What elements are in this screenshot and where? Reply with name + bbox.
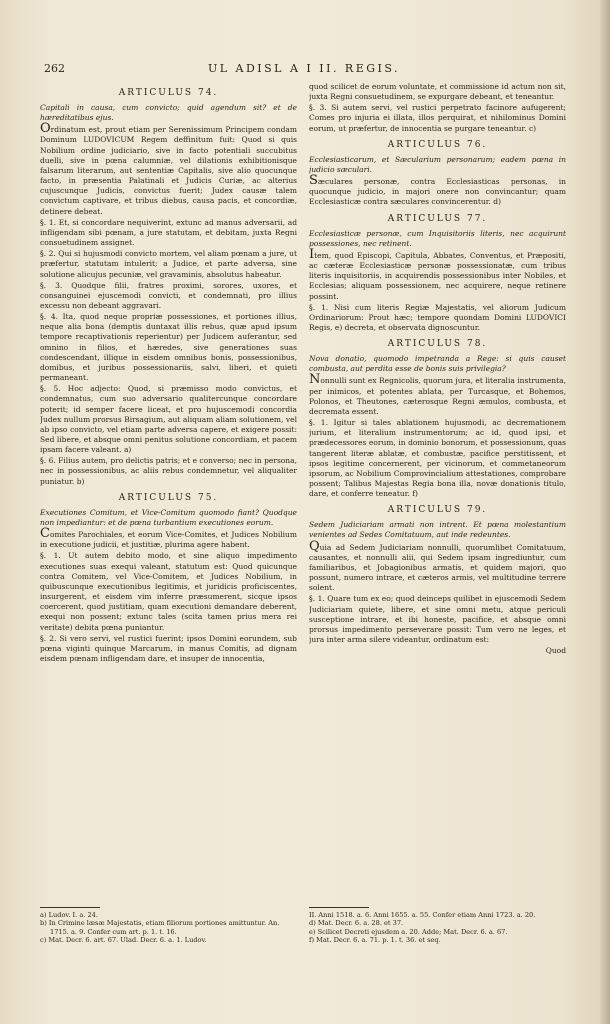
dropcap: I bbox=[309, 246, 315, 262]
right-footnotes bbox=[309, 911, 566, 1007]
article-75-heading: ARTICULUS 75. bbox=[118, 492, 219, 503]
continuation-paragraph: quod scilicet de eorum voluntate, et commissione id actum non sit, juxta Regni consuetudinem, se expurgare debeant, et teneantur. bbox=[309, 82, 566, 102]
footnote: a) Ludov. I. a. 24. bbox=[40, 911, 98, 919]
article-78-paragraph: §. 1. Igitur si tales ablationem hujusmodi, ac decremationem jurium, et literalium instrumentorum; ac id, quod ipsi, et prædecessores eorum, in dominio bonorum, et possessionum, quas tangerent literæ ablatæ, et combustæ, pacifice perstitissent, et ipsos legitime concernerent, per vicinorum, et commetaneorum ipsorum, ac Nobilium Comprovincialium attestationes, comprobare possent; Talibus Majestas Regia bona illa, novæ donationis titulo, dare, et conferre teneatur. f) bbox=[309, 418, 566, 499]
article-76-paragraph: Sæculares personæ, contra Ecclesiasticas personas, in quocunque judicio, in majori onere non convincantur; quam Ecclesiasticæ contra sæculares convincerentur. d) bbox=[309, 173, 566, 207]
footnote-rule bbox=[309, 907, 369, 908]
article-78-rubric: Nova donatio, quomodo impetranda a Rege: si quis causet combusta, aut perdita esse de bonis suis privilegia? bbox=[309, 354, 566, 374]
article-77-paragraph: §. 1. Nisi cum literis Regiæ Majestatis, vel aliorum Judicum Ordinariorum: Prout hæc; tempore quondam Domini LUDOVICI Regis, e) decreta, et observata dignoscuntur. bbox=[309, 302, 566, 332]
dropcap: S bbox=[309, 173, 318, 189]
article-75-rubric: Executiones Comitum, et Vice-Comitum quomodo fiant? Quodque non impediantur: et de pœna turbantium executiones eorum. bbox=[40, 507, 297, 527]
article-74-paragraph: §. 4. Ita, quod neque propriæ possessiones, et portiones illius, neque alia bona (demptis duntaxat illis rebus, quæ apud ipsum tempore recaptivationis reperientur) per Judicem auferantur, sed omnino in filios, et hæredes, sive generationes suas condescendant, illique in eisdem omnibus bonis, possessionibus, domibus, et juribus possessionariis, salvi, liberi, et quieti permaneant. bbox=[40, 312, 297, 383]
page-number: 262 bbox=[44, 62, 65, 75]
footnote: e) Scilicet Decreti ejusdem a. 20. Adde; Mat. Decr. 6. a. 67. bbox=[309, 927, 508, 936]
article-79-paragraph: Quia ad Sedem Judiciariam nonnulli, quorumlibet Comitatuum, causantes, et nonnulli alii, qui Sedem ipsam ingrediuntur, cum familiaribus, et Jobagionibus armatis, et quidem majori, quo possunt, numero intrare, et cæteros armis, vel multitudine terrere solent. bbox=[309, 538, 566, 593]
left-column bbox=[40, 82, 297, 908]
article-75-paragraph: §. 1. Ut autem debito modo, et sine aliquo impedimento executiones suas exequi valeant, statutum est: Quod quicunque contra Comitem, vel Vice-Comitem, et Judices Nobilium, in quibuscunque executionibus legitimis, et juridicis proficiscentes, insurgerent, et eisdem vim inferre præsumerent, sicque ipsos coercerent, quod justitiam, quam executioni demandare deberent, exequi non possent; extunc tales (scita tamen prius mera rei veritate) debita pœna puniantur. bbox=[40, 551, 297, 632]
article-74-paragraph: §. 1. Et, si concordare nequiverint, extunc ad manus adversarii, ad infligendam sibi pœnam, a jure statutam, et debitam, juxta Regni consuetudinem assignet. bbox=[40, 217, 297, 248]
footnote: d) Mat. Decr. 6. a. 28. et 37. bbox=[309, 919, 404, 928]
article-74-paragraph: §. 3. Quodque filii, fratres proximi, sorores, uxores, et consanguinei ejuscemodi convicti, et condemnati, pro illius excessu non debeant aggravari. bbox=[40, 280, 297, 310]
article-75-paragraph: Comites Parochiales, et eorum Vice-Comites, et Judices Nobilium in executione judicii, et justitiæ, plurima agere habent. bbox=[40, 526, 297, 550]
article-77-paragraph: Item, quod Episcopi, Capitula, Abbates, Conventus, et Præpositi, ac cæteræ Ecclesiasticæ personæ possessionatæ, cum tribus literis inquisitoriis, in acquirendis possessionibus inter Nobiles, et Ecclesias; aliquam possessionem, nec acquirere, neque retinere possint. bbox=[309, 246, 566, 301]
continuation-paragraph: §. 3. Si autem servi, vel rustici perpetrato facinore aufugerent; Comes pro injuria ei illata, illos perquirat, et nihilominus Domini eorum, ut præfertur, de innocentia se purgare teneantur. c) bbox=[309, 103, 566, 133]
dropcap: Q bbox=[309, 538, 320, 554]
article-74-paragraph: §. 2. Qui si hujusmodi convicto mortem, vel aliam pœnam a jure, ut præfertur, statutam intulerit; a Judice, et parte adversa, sine solutione alicujus pecuniæ, vel gravaminis, absolutus habeatur. bbox=[40, 249, 297, 279]
footnote: II. Anni 1518. a. 6. Anni 1655. a. 55. Confer etiam Anni 1723. a. 20. bbox=[309, 911, 536, 919]
article-75-paragraph: §. 2. Si vero servi, vel rustici fuerint; ipsos Domini eorundem, sub pœna viginti quinque Marcarum, in manus Comitis, ad dignam eisdem pœnam infligendam dare, et insuper de innocentia, bbox=[40, 633, 297, 663]
running-title: UL ADISL A I II. REGIS. bbox=[207, 62, 401, 75]
article-74-paragraph: Ordinatum est, prout etiam per Serenissimum Principem condam Dominum LUDOVICUM Regem deffinitum fuit: Quod si quis Nobilium ordine judiciario, sive in facto potentiali succubitus duelli, sive in pœna calumniæ, vel dilationis exhibitionisque falsarum literarum, aut sententiæ Capitalis, sive alio quocunque facto, in præsentia Palatinali et Judicis Curiæ, ac alterius cujuscunque Judicis, convictus fuerit; Judex causæ talem convictum captivare, et tribus diebus, causa pacis, et concordiæ, detinere debeat. bbox=[40, 121, 297, 216]
article-76-rubric: Ecclesiasticarum, et Sæcularium personarum; eadem pœna in judicio sæculari. bbox=[309, 154, 566, 174]
article-78-paragraph: Nonnulli sunt ex Regnicolis, quorum jura, et literalia instrumenta, per inimicos, et potentes ablata, per Turcasque, et Bohemos, Polonos, et Theutones, cæterosque Regni æmulos, combusta, et decremata essent. bbox=[309, 372, 566, 416]
article-79-heading: ARTICULUS 79. bbox=[387, 505, 488, 516]
footnote: f) Mat. Decr. 6. a. 71. p. 1. t. 36. et seq. bbox=[309, 935, 441, 944]
article-77-rubric: Ecclesiasticæ personæ, cum Inquisitoriis literis, nec acquirunt possessiones, nec retinent. bbox=[309, 228, 566, 248]
article-79-rubric: Sedem Judiciariam armati non intrent. Et pœna molestantium venientes ad Sedes Comitatuum, aut inde redeuntes. bbox=[309, 520, 566, 540]
right-column bbox=[309, 82, 566, 908]
article-74-paragraph: §. 5. Hoc adjecto: Quod, si præmisso modo convictus, et condemnatus, cum suo adversario qualitercunque concordare poterit; id semper facere liceat, et pro hujuscemodi concordia Judex nullum prorsus Birsagium, aut aliquam aliam solutionem, vel ab ipso convicto, vel etiam parte adversa capere, et exigere possit: Sed libere, et absque omni penitus solutione concordiam, et pacem ipsam facere valeant. a) bbox=[40, 384, 297, 455]
footnote: b) In Crimine læsæ Majestatis, etiam filiorum portiones amittuntur. An. 1715. a. 9. Confer cum art. p. 1. t. 16. bbox=[40, 919, 280, 936]
article-76-heading: ARTICULUS 76. bbox=[387, 139, 488, 150]
dropcap: O bbox=[40, 121, 51, 137]
running-header bbox=[44, 62, 564, 76]
article-77-heading: ARTICULUS 77. bbox=[387, 213, 488, 224]
article-74-rubric: Capitali in causa, cum convicto; quid agendum sit? et de hæreditatibus ejus. bbox=[40, 103, 297, 123]
dropcap: C bbox=[40, 526, 50, 542]
footnote-rule bbox=[40, 907, 100, 908]
article-74-paragraph: §. 6. Filius autem, pro delictis patris; et e converso; nec in persona, nec in possessionibus, ac aliis rebus condemnetur, vel aliqualiter puniatur. b) bbox=[40, 456, 297, 486]
article-79-paragraph: §. 1. Quare tum ex eo; quod deinceps quilibet in ejuscemodi Sedem Judiciariam quiete, libere, et sine omni metu, atque periculi susceptione intrare, et ibi honeste, pacifice, et absque omni prorsus impedimento perseverare possit: Tum vero ne leges, et jura inter arma silere videantur, ordinatum est: bbox=[309, 594, 566, 645]
article-78-heading: ARTICULUS 78. bbox=[387, 339, 488, 350]
footnote: c) Mat. Decr. 6. art. 67. Ulad. Decr. 6. a. 1. Ludov. bbox=[40, 935, 207, 944]
catchword: Quod bbox=[545, 646, 566, 656]
dropcap: N bbox=[309, 372, 321, 388]
left-footnotes bbox=[40, 911, 297, 1007]
article-74-heading: ARTICULUS 74. bbox=[118, 88, 219, 98]
page-edge bbox=[600, 0, 610, 1024]
